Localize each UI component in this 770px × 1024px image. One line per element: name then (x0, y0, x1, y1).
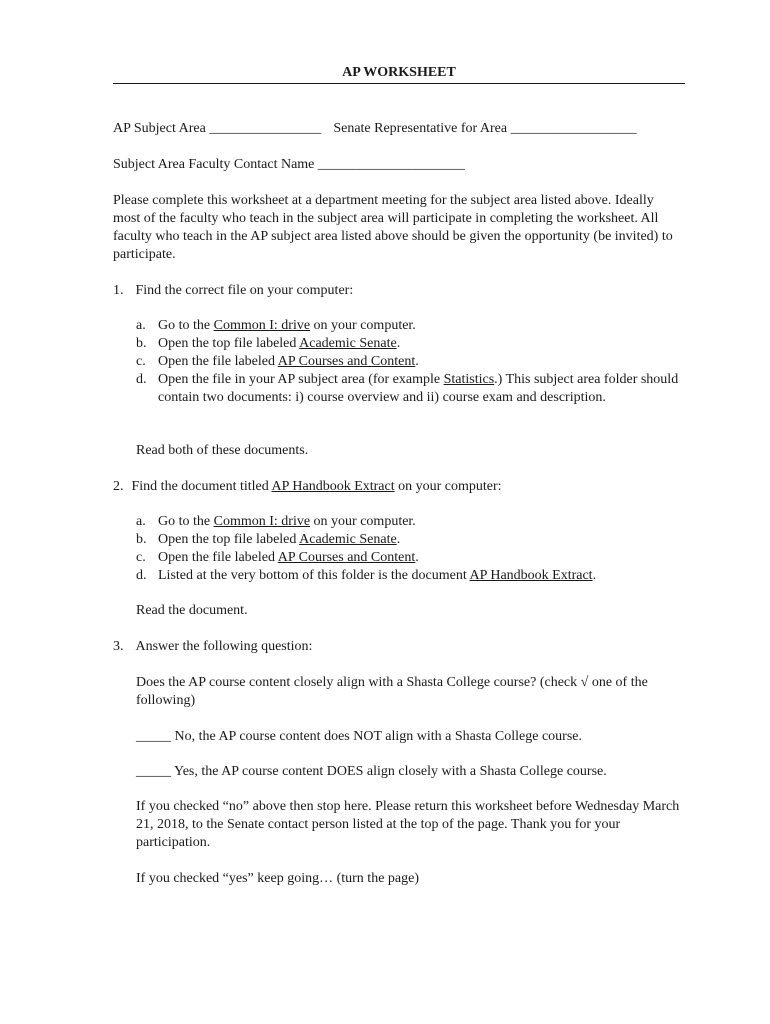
section-1-list (136, 317, 686, 407)
item-text: on your computer. (310, 514, 416, 529)
intro-paragraph: Please complete this worksheet at a department meeting for the subject area listed above. Ideally most of the faculty who teach in the subject area will participate in completing the worksheet. All faculty who teach in the AP subject area listed above should be given the opportunity (be invited) to participate. (113, 193, 673, 262)
item-marker: b. (136, 532, 147, 547)
section-2-item-c (136, 549, 686, 567)
section-2-text: Find the document titled (131, 479, 272, 494)
item-marker: d. (136, 372, 147, 387)
item-text: Listed at the very bottom of this folder is the document (158, 568, 470, 583)
section-1-number: 1. (113, 283, 124, 298)
section-1-item-d (136, 371, 686, 407)
section-1-read: Read both of these documents. (136, 443, 309, 458)
section-3-heading (113, 638, 312, 656)
academic-senate-link[interactable]: Academic Senate (299, 532, 397, 547)
item-marker: a. (136, 514, 146, 529)
ap-courses-link[interactable]: AP Courses and Content (277, 354, 416, 369)
section-2-list (136, 513, 686, 585)
item-text: . (396, 532, 401, 547)
section-2-item-a (136, 513, 686, 531)
item-marker: c. (136, 550, 146, 565)
answer-no-option[interactable]: _____ No, the AP course content does NOT align with a Shasta College course. (136, 729, 582, 744)
item-text: Go to the (158, 514, 214, 529)
page-title: AP WORKSHEET (113, 64, 685, 84)
item-text: . (415, 354, 419, 369)
section-3-text: Answer the following question: (135, 639, 313, 654)
item-text: Open the file in your AP subject area (for example (158, 372, 444, 387)
senate-rep-label: Senate Representative for Area __________________ (333, 121, 637, 136)
alignment-question: Does the AP course content closely align with a Shasta College course? (check √ one of the following) (136, 675, 648, 708)
faculty-contact-label: Subject Area Faculty Contact Name _____________________ (113, 157, 465, 172)
section-2-item-d (136, 567, 686, 585)
item-text: Go to the (158, 318, 214, 333)
continue-instructions: If you checked “yes” keep going… (turn the page) (136, 871, 419, 886)
ap-courses-link[interactable]: AP Courses and Content (277, 550, 416, 565)
statistics-link[interactable]: Statistics (443, 372, 495, 387)
subject-area-label: AP Subject Area ________________ (113, 121, 322, 136)
common-drive-link[interactable]: Common I: drive (213, 318, 311, 333)
item-text: Open the top file labeled (158, 336, 300, 351)
ap-handbook-extract-link[interactable]: AP Handbook Extract (271, 479, 395, 494)
section-1-item-b (136, 335, 686, 353)
item-marker: a. (136, 318, 146, 333)
item-marker: c. (136, 354, 146, 369)
section-1-heading (113, 282, 353, 300)
item-text: . (415, 550, 419, 565)
academic-senate-link[interactable]: Academic Senate (299, 336, 397, 351)
ap-handbook-extract-link[interactable]: AP Handbook Extract (469, 568, 593, 583)
stop-instructions: If you checked “no” above then stop here. Please return this worksheet before Wednesday March 21, 2018, to the Senate contact person listed at the top of the page. Thank you for your participation. (136, 799, 680, 850)
section-3-number: 3. (113, 639, 124, 654)
item-marker: b. (136, 336, 147, 351)
common-drive-link[interactable]: Common I: drive (213, 514, 311, 529)
item-text: .) This subject area folder should contain two documents: i) course overview and ii) course exam and description. (158, 372, 679, 405)
item-text: Open the file labeled (158, 550, 278, 565)
item-text: . (396, 336, 401, 351)
item-text: Open the top file labeled (158, 532, 300, 547)
item-marker: d. (136, 568, 147, 583)
subject-area-field (113, 120, 637, 138)
section-2-read: Read the document. (136, 603, 248, 618)
section-2-text: on your computer: (394, 479, 502, 494)
section-2-item-b (136, 531, 686, 549)
section-1-item-a (136, 317, 686, 335)
section-2-number: 2. (113, 479, 124, 494)
section-1-item-c (136, 353, 686, 371)
item-text: Open the file labeled (158, 354, 278, 369)
section-2-heading (113, 478, 502, 496)
item-text: . (592, 568, 597, 583)
answer-yes-option[interactable]: _____ Yes, the AP course content DOES align closely with a Shasta College course. (136, 764, 607, 779)
section-1-text: Find the correct file on your computer: (135, 283, 354, 298)
item-text: on your computer. (310, 318, 416, 333)
